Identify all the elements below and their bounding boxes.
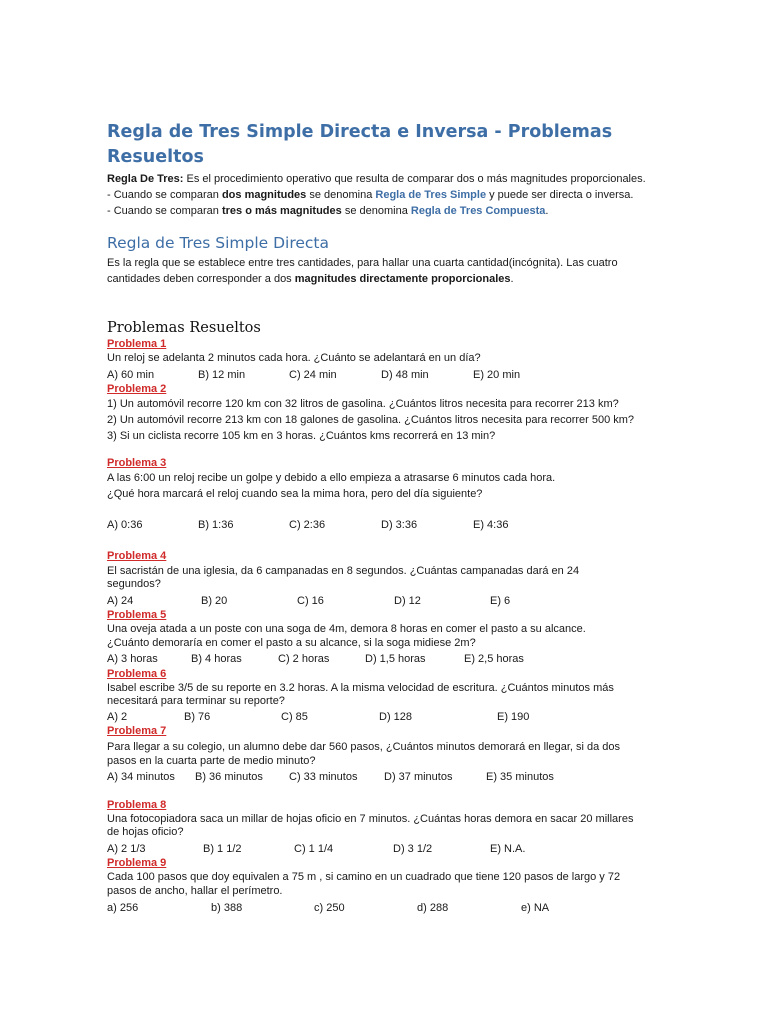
problem-text: 3) Si un ciclista recorre 105 km en 3 horas. ¿Cuántos kms recorrerá en 13 min? bbox=[107, 430, 496, 442]
document-title-line1: Regla de Tres Simple Directa e Inversa - Problemas bbox=[107, 122, 613, 142]
option-a: A) 0:36 bbox=[107, 519, 143, 531]
problem-text: pasos en la cuarta parte de medio minuto? bbox=[107, 755, 316, 767]
option-c: C) 2 horas bbox=[278, 653, 330, 665]
document-title-line2: Resueltos bbox=[107, 147, 204, 167]
option-b: B) 12 min bbox=[198, 369, 246, 381]
answer-options bbox=[107, 368, 667, 383]
option-c: C) 85 bbox=[281, 711, 308, 723]
option-d: D) 37 minutos bbox=[384, 771, 453, 783]
option-b: B) 4 horas bbox=[191, 653, 242, 665]
answer-options bbox=[107, 518, 667, 533]
problem-text: Isabel escribe 3/5 de su reporte en 3.2 horas. A la misma velocidad de escritura. ¿Cuántos minutos más bbox=[107, 682, 614, 694]
option-b: B) 76 bbox=[184, 711, 211, 723]
problem-text: A las 6:00 un reloj recibe un golpe y debido a ello empieza a atrasarse 6 minutos cada hora. bbox=[107, 472, 556, 484]
problem-label[interactable]: Problema 5 bbox=[107, 609, 167, 621]
option-c: c) 250 bbox=[314, 902, 345, 914]
intro-definition bbox=[107, 172, 646, 187]
section-title: Regla de Tres Simple Directa bbox=[107, 234, 330, 252]
problem-text: de hojas oficio? bbox=[107, 826, 184, 838]
problem-text: ¿Qué hora marcará el reloj cuando sea la mima hora, pero del día siguiente? bbox=[107, 488, 483, 500]
option-d: D) 3:36 bbox=[381, 519, 418, 531]
problem-text: 2) Un automóvil recorre 213 km con 18 galones de gasolina. ¿Cuántos litros necesita para recorrer 500 km? bbox=[107, 414, 635, 426]
answer-options bbox=[107, 710, 667, 725]
intro-text: - Cuando se comparan bbox=[107, 189, 222, 201]
section-paragraph-line1: Es la regla que se establece entre tres cantidades, para hallar una cuarta cantidad(incógnita). Las cuatro bbox=[107, 257, 618, 269]
option-b: B) 20 bbox=[201, 595, 228, 607]
option-a: A) 24 bbox=[107, 595, 134, 607]
problems-heading: Problemas Resueltos bbox=[107, 320, 261, 336]
option-b: B) 36 minutos bbox=[195, 771, 263, 783]
option-b: B) 1 1/2 bbox=[203, 843, 242, 855]
problem-text: pasos de ancho, hallar el perímetro. bbox=[107, 885, 283, 897]
intro-line-compuesta bbox=[107, 204, 548, 219]
paragraph-text: . bbox=[510, 273, 514, 285]
option-d: D) 48 min bbox=[381, 369, 429, 381]
problem-text: ¿Cuánto demoraría en comer el pasto a su alcance, si la soga midiese 2m? bbox=[107, 637, 476, 649]
option-e: E) 20 min bbox=[473, 369, 521, 381]
intro-text: y puede ser directa o inversa. bbox=[486, 189, 634, 201]
option-e: E) 190 bbox=[497, 711, 530, 723]
problem-text: Un reloj se adelanta 2 minutos cada hora. ¿Cuánto se adelantará en un día? bbox=[107, 352, 481, 364]
problem-label[interactable]: Problema 1 bbox=[107, 338, 167, 350]
option-d: d) 288 bbox=[417, 902, 449, 914]
option-e: e) NA bbox=[521, 902, 550, 914]
option-d: D) 128 bbox=[379, 711, 413, 723]
problem-text: Cada 100 pasos que doy equivalen a 75 m , si camino en un cuadrado que tiene 120 pasos de largo y 72 bbox=[107, 871, 621, 883]
option-e: E) 35 minutos bbox=[486, 771, 554, 783]
answer-options bbox=[107, 901, 667, 916]
answer-options bbox=[107, 594, 667, 609]
intro-bold: tres o más magnitudes bbox=[221, 205, 342, 217]
paragraph-text: cantidades deben corresponder a dos bbox=[107, 273, 295, 285]
option-a: a) 256 bbox=[107, 902, 139, 914]
option-b: B) 1:36 bbox=[198, 519, 234, 531]
option-a: A) 2 1/3 bbox=[107, 843, 146, 855]
option-d: D) 12 bbox=[394, 595, 421, 607]
problem-label[interactable]: Problema 9 bbox=[107, 857, 167, 869]
problem-label[interactable]: Problema 3 bbox=[107, 457, 167, 469]
section-paragraph-line2 bbox=[107, 272, 514, 287]
definition-text: Es el procedimiento operativo que resulta de comparar dos o más magnitudes proporcionales. bbox=[183, 173, 646, 185]
option-d: D) 1,5 horas bbox=[365, 653, 426, 665]
paragraph-bold: magnitudes directamente proporcionales bbox=[294, 273, 511, 285]
problem-label[interactable]: Problema 7 bbox=[107, 725, 167, 737]
problem-text: 1) Un automóvil recorre 120 km con 32 litros de gasolina. ¿Cuántos litros necesita para recorrer 213 km? bbox=[107, 398, 619, 410]
problem-label[interactable]: Problema 8 bbox=[107, 799, 167, 811]
option-a: A) 3 horas bbox=[107, 653, 158, 665]
answer-options bbox=[107, 842, 667, 857]
option-a: A) 2 bbox=[107, 711, 128, 723]
option-e: E) 6 bbox=[490, 595, 511, 607]
option-d: D) 3 1/2 bbox=[393, 843, 433, 855]
intro-text: se denomina bbox=[341, 205, 411, 217]
intro-text: - Cuando se comparan bbox=[107, 205, 222, 217]
option-c: C) 2:36 bbox=[289, 519, 326, 531]
option-c: C) 1 1/4 bbox=[294, 843, 334, 855]
problem-text: Una fotocopiadora saca un millar de hojas oficio en 7 minutos. ¿Cuántas horas demora en sacar 20 millares bbox=[107, 813, 634, 825]
link-regla-simple[interactable]: Regla de Tres Simple bbox=[375, 189, 487, 201]
option-e: E) 4:36 bbox=[473, 519, 509, 531]
option-e: E) N.A. bbox=[490, 843, 526, 855]
answer-options bbox=[107, 770, 667, 785]
intro-text: se denomina bbox=[306, 189, 376, 201]
option-a: A) 34 minutos bbox=[107, 771, 175, 783]
option-c: C) 33 minutos bbox=[289, 771, 358, 783]
problem-text: Una oveja atada a un poste con una soga de 4m, demora 8 horas en comer el pasto a su alcance. bbox=[107, 623, 586, 635]
answer-options bbox=[107, 652, 667, 667]
problem-text: Para llegar a su colegio, un alumno debe dar 560 pasos, ¿Cuántos minutos demorará en llegar, si da dos bbox=[107, 741, 621, 753]
link-regla-compuesta[interactable]: Regla de Tres Compuesta bbox=[410, 205, 546, 217]
problem-label[interactable]: Problema 2 bbox=[107, 383, 167, 395]
definition-label: Regla De Tres: bbox=[107, 173, 184, 185]
option-c: C) 24 min bbox=[289, 369, 337, 381]
problem-text: necesitará para terminar su reporte? bbox=[107, 695, 285, 707]
problem-label[interactable]: Problema 4 bbox=[107, 550, 167, 562]
intro-bold: dos magnitudes bbox=[221, 189, 307, 201]
option-a: A) 60 min bbox=[107, 369, 155, 381]
option-b: b) 388 bbox=[211, 902, 243, 914]
option-c: C) 16 bbox=[297, 595, 324, 607]
problem-text: El sacristán de una iglesia, da 6 campanadas en 8 segundos. ¿Cuántas campanadas dará en 24 bbox=[107, 565, 580, 577]
intro-text: . bbox=[545, 205, 549, 217]
option-e: E) 2,5 horas bbox=[464, 653, 524, 665]
problem-label[interactable]: Problema 6 bbox=[107, 668, 167, 680]
intro-line-simple bbox=[107, 188, 633, 203]
problem-text: segundos? bbox=[107, 578, 161, 590]
